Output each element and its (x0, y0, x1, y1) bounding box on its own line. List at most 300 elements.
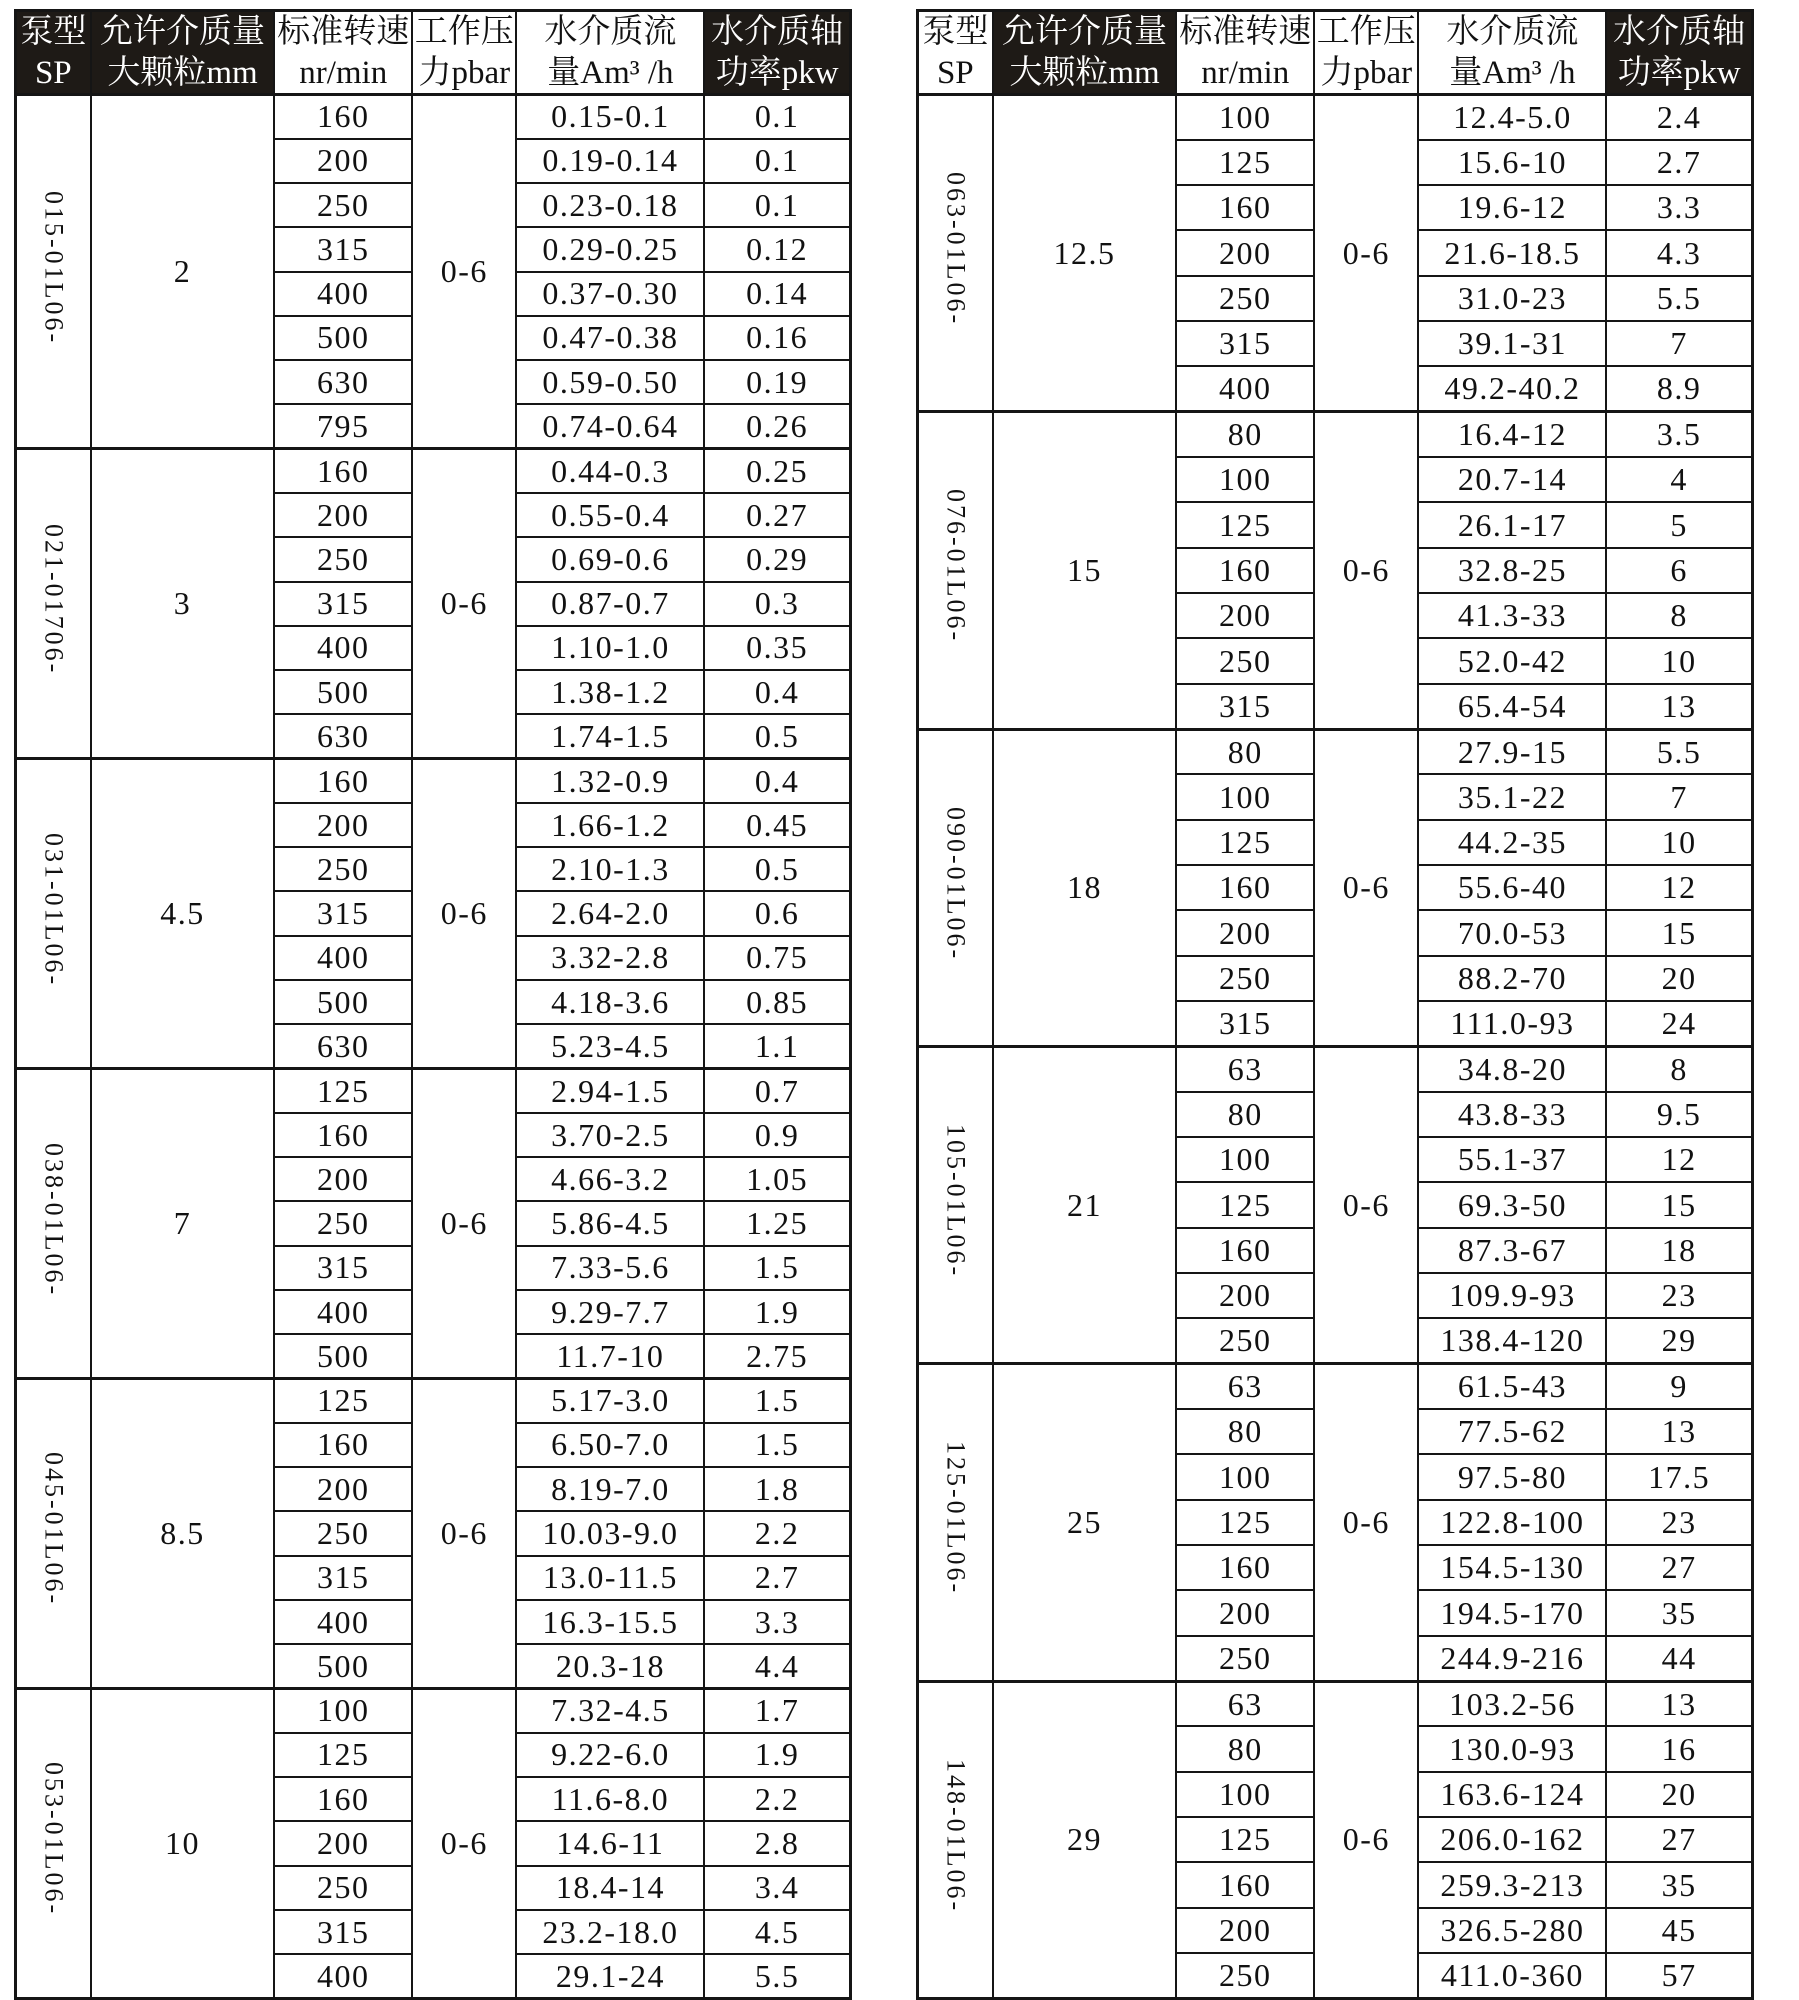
speed-cell: 250 (1176, 1318, 1314, 1363)
power-cell: 4 (1606, 457, 1752, 502)
flow-cell: 11.7-10 (516, 1334, 704, 1378)
pump-section (918, 1364, 1753, 1681)
flow-cell: 411.0-360 (1418, 1953, 1606, 1998)
pump-section (16, 759, 851, 1069)
flow-cell: 41.3-33 (1418, 593, 1606, 638)
power-cell: 1.9 (704, 1290, 850, 1334)
power-cell: 20 (1606, 1772, 1752, 1817)
model-cell (16, 1689, 91, 1999)
power-cell: 5 (1606, 502, 1752, 547)
power-cell: 15 (1606, 1182, 1752, 1227)
header-row (918, 11, 1753, 95)
speed-cell: 315 (274, 1556, 412, 1600)
power-cell: 13 (1606, 1681, 1752, 1726)
speed-cell: 160 (274, 95, 412, 139)
spec-row (16, 1689, 851, 1733)
particle-cell: 2 (91, 95, 275, 449)
power-cell: 7 (1606, 774, 1752, 819)
power-cell: 2.8 (704, 1821, 850, 1865)
particle-cell: 12.5 (993, 95, 1177, 412)
flow-cell: 7.33-5.6 (516, 1246, 704, 1290)
model-cell (16, 1069, 91, 1379)
speed-cell: 125 (1176, 1817, 1314, 1862)
flow-cell: 2.10-1.3 (516, 847, 704, 891)
model-label: 105-01L06- (941, 1124, 971, 1279)
power-cell: 0.1 (704, 95, 850, 139)
col-header-pressure-line: 力pbar (418, 54, 511, 91)
speed-cell: 160 (274, 1113, 412, 1157)
power-cell: 27 (1606, 1545, 1752, 1590)
flow-cell: 44.2-35 (1418, 820, 1606, 865)
speed-cell: 500 (274, 1644, 412, 1688)
model-label: 031-01L06- (39, 832, 69, 987)
pressure-cell: 0-6 (412, 1069, 516, 1379)
speed-cell: 100 (1176, 774, 1314, 819)
power-cell: 12 (1606, 1137, 1752, 1182)
speed-cell: 400 (274, 936, 412, 980)
speed-cell: 80 (1176, 412, 1314, 457)
speed-cell: 125 (274, 1733, 412, 1777)
model-cell (918, 412, 993, 729)
flow-cell: 5.17-3.0 (516, 1379, 704, 1423)
pressure-cell: 0-6 (1314, 95, 1418, 412)
flow-cell: 0.37-0.30 (516, 272, 704, 316)
model-label: 076-01L06- (941, 489, 971, 644)
spec-row (918, 95, 1753, 140)
flow-cell: 1.10-1.0 (516, 626, 704, 670)
flow-cell: 20.7-14 (1418, 457, 1606, 502)
flow-cell: 21.6-18.5 (1418, 230, 1606, 275)
col-header-model (16, 11, 91, 95)
flow-cell: 15.6-10 (1418, 140, 1606, 185)
power-cell: 2.7 (704, 1556, 850, 1600)
power-cell: 44 (1606, 1636, 1752, 1681)
flow-cell: 77.5-62 (1418, 1409, 1606, 1454)
power-cell: 27 (1606, 1817, 1752, 1862)
flow-cell: 0.59-0.50 (516, 360, 704, 404)
col-header-particle-line: 允许介质量 (99, 14, 265, 51)
power-cell: 0.26 (704, 404, 850, 448)
speed-cell: 250 (1176, 1636, 1314, 1681)
col-header-power-line: 水介质轴 (1613, 14, 1746, 51)
spec-row (16, 1379, 851, 1423)
power-cell: 2.75 (704, 1334, 850, 1378)
flow-cell: 14.6-11 (516, 1821, 704, 1865)
flow-cell: 0.69-0.6 (516, 537, 704, 581)
pump-section (918, 95, 1753, 412)
pump-section (918, 1046, 1753, 1363)
col-header-flow (1418, 11, 1606, 95)
power-cell: 0.75 (704, 936, 850, 980)
flow-cell: 35.1-22 (1418, 774, 1606, 819)
power-cell: 1.5 (704, 1246, 850, 1290)
flow-cell: 8.19-7.0 (516, 1467, 704, 1511)
col-header-speed-line: nr/min (1201, 54, 1290, 91)
flow-cell: 3.70-2.5 (516, 1113, 704, 1157)
pump-section (16, 449, 851, 759)
speed-cell: 200 (274, 1157, 412, 1201)
speed-cell: 315 (274, 227, 412, 271)
power-cell: 35 (1606, 1590, 1752, 1635)
speed-cell: 315 (1176, 684, 1314, 729)
speed-cell: 160 (1176, 1228, 1314, 1273)
flow-cell: 39.1-31 (1418, 321, 1606, 366)
speed-cell: 160 (1176, 1862, 1314, 1907)
flow-cell: 65.4-54 (1418, 684, 1606, 729)
flow-cell: 27.9-15 (1418, 729, 1606, 774)
speed-cell: 160 (1176, 1545, 1314, 1590)
power-cell: 3.3 (1606, 185, 1752, 230)
speed-cell: 250 (1176, 276, 1314, 321)
particle-cell: 7 (91, 1069, 275, 1379)
flow-cell: 31.0-23 (1418, 276, 1606, 321)
power-cell: 1.1 (704, 1024, 850, 1068)
power-cell: 7 (1606, 321, 1752, 366)
speed-cell: 250 (274, 537, 412, 581)
col-header-model-line: 泵型 (20, 14, 87, 51)
speed-cell: 125 (1176, 1182, 1314, 1227)
flow-cell: 61.5-43 (1418, 1364, 1606, 1409)
flow-cell: 32.8-25 (1418, 548, 1606, 593)
model-cell (16, 449, 91, 759)
flow-cell: 0.55-0.4 (516, 493, 704, 537)
power-cell: 1.25 (704, 1201, 850, 1245)
flow-cell: 9.22-6.0 (516, 1733, 704, 1777)
speed-cell: 250 (274, 1511, 412, 1555)
model-label: 015-01L06- (39, 190, 69, 345)
col-header-speed-line: nr/min (299, 54, 388, 91)
spec-row (918, 729, 1753, 774)
power-cell: 5.5 (704, 1954, 850, 1998)
col-header-model-line: 泵型 (922, 14, 989, 51)
pressure-cell: 0-6 (412, 95, 516, 449)
flow-cell: 5.86-4.5 (516, 1201, 704, 1245)
col-header-power-line: 水介质轴 (711, 14, 844, 51)
power-cell: 1.5 (704, 1423, 850, 1467)
flow-cell: 194.5-170 (1418, 1590, 1606, 1635)
power-cell: 0.12 (704, 227, 850, 271)
power-cell: 0.45 (704, 803, 850, 847)
col-header-power-line: 功率pkw (1617, 54, 1741, 91)
speed-cell: 63 (1176, 1046, 1314, 1091)
power-cell: 45 (1606, 1908, 1752, 1953)
speed-cell: 500 (274, 1334, 412, 1378)
pump-section (918, 1681, 1753, 1998)
power-cell: 1.05 (704, 1157, 850, 1201)
col-header-pressure (1314, 11, 1418, 95)
pump-section (16, 95, 851, 449)
power-cell: 17.5 (1606, 1454, 1752, 1499)
speed-cell: 315 (274, 582, 412, 626)
flow-cell: 13.0-11.5 (516, 1556, 704, 1600)
power-cell: 18 (1606, 1228, 1752, 1273)
flow-cell: 259.3-213 (1418, 1862, 1606, 1907)
col-header-flow (516, 11, 704, 95)
col-header-flow-line: 量Am³ /h (547, 54, 674, 91)
pump-spec-table-left (14, 9, 852, 2000)
model-cell (918, 1681, 993, 1998)
power-cell: 12 (1606, 865, 1752, 910)
flow-cell: 20.3-18 (516, 1644, 704, 1688)
power-cell: 3.5 (1606, 412, 1752, 457)
model-cell (918, 95, 993, 412)
power-cell: 2.2 (704, 1511, 850, 1555)
pump-section (16, 1069, 851, 1379)
particle-cell: 8.5 (91, 1379, 275, 1689)
speed-cell: 315 (1176, 321, 1314, 366)
model-label: 125-01L06- (941, 1441, 971, 1596)
speed-cell: 125 (1176, 1500, 1314, 1545)
speed-cell: 400 (274, 626, 412, 670)
particle-cell: 18 (993, 729, 1177, 1046)
flow-cell: 138.4-120 (1418, 1318, 1606, 1363)
power-cell: 57 (1606, 1953, 1752, 1998)
speed-cell: 200 (1176, 1590, 1314, 1635)
flow-cell: 163.6-124 (1418, 1772, 1606, 1817)
power-cell: 8 (1606, 593, 1752, 638)
speed-cell: 315 (274, 1246, 412, 1290)
speed-cell: 400 (274, 272, 412, 316)
power-cell: 24 (1606, 1001, 1752, 1046)
power-cell: 0.9 (704, 1113, 850, 1157)
flow-cell: 11.6-8.0 (516, 1777, 704, 1821)
speed-cell: 250 (274, 847, 412, 891)
speed-cell: 315 (274, 1910, 412, 1954)
spec-row (918, 1046, 1753, 1091)
model-label: 090-01L06- (941, 806, 971, 961)
speed-cell: 250 (274, 183, 412, 227)
power-cell: 2.7 (1606, 140, 1752, 185)
particle-cell: 15 (993, 412, 1177, 729)
power-cell: 0.3 (704, 582, 850, 626)
power-cell: 1.5 (704, 1379, 850, 1423)
flow-cell: 26.1-17 (1418, 502, 1606, 547)
speed-cell: 125 (1176, 502, 1314, 547)
col-header-speed-line: 标准转速 (277, 14, 410, 51)
col-header-flow-line: 水介质流 (544, 14, 677, 51)
speed-cell: 100 (1176, 1137, 1314, 1182)
pump-section (16, 1689, 851, 1999)
power-cell: 6 (1606, 548, 1752, 593)
flow-cell: 1.74-1.5 (516, 714, 704, 758)
flow-cell: 0.47-0.38 (516, 316, 704, 360)
col-header-model (918, 11, 993, 95)
col-header-particle-line: 大颗粒mm (1009, 54, 1160, 91)
power-cell: 0.5 (704, 847, 850, 891)
speed-cell: 250 (1176, 956, 1314, 1001)
power-cell: 0.14 (704, 272, 850, 316)
speed-cell: 630 (274, 360, 412, 404)
col-header-flow-line: 水介质流 (1446, 14, 1579, 51)
speed-cell: 100 (1176, 457, 1314, 502)
speed-cell: 125 (1176, 820, 1314, 865)
pressure-cell: 0-6 (1314, 1046, 1418, 1363)
model-label: 063-01L06- (941, 172, 971, 327)
model-label: 038-01L06- (39, 1142, 69, 1297)
power-cell: 0.5 (704, 714, 850, 758)
speed-cell: 160 (1176, 185, 1314, 230)
pump-section (918, 412, 1753, 729)
col-header-pressure-line: 工作压 (1316, 14, 1416, 51)
flow-cell: 3.32-2.8 (516, 936, 704, 980)
flow-cell: 29.1-24 (516, 1954, 704, 1998)
col-header-power (1606, 11, 1752, 95)
speed-cell: 200 (274, 1467, 412, 1511)
flow-cell: 34.8-20 (1418, 1046, 1606, 1091)
power-cell: 0.85 (704, 980, 850, 1024)
flow-cell: 0.15-0.1 (516, 95, 704, 139)
speed-cell: 200 (1176, 593, 1314, 638)
flow-cell: 244.9-216 (1418, 1636, 1606, 1681)
col-header-flow-line: 量Am³ /h (1449, 54, 1576, 91)
flow-cell: 122.8-100 (1418, 1500, 1606, 1545)
power-cell: 8 (1606, 1046, 1752, 1091)
speed-cell: 250 (274, 1201, 412, 1245)
speed-cell: 100 (1176, 95, 1314, 140)
flow-cell: 7.32-4.5 (516, 1689, 704, 1733)
flow-cell: 88.2-70 (1418, 956, 1606, 1001)
spec-row (16, 95, 851, 139)
power-cell: 15 (1606, 910, 1752, 955)
flow-cell: 12.4-5.0 (1418, 95, 1606, 140)
col-header-particle (91, 11, 275, 95)
power-cell: 8.9 (1606, 366, 1752, 411)
speed-cell: 400 (274, 1290, 412, 1334)
power-cell: 0.4 (704, 670, 850, 714)
speed-cell: 400 (274, 1600, 412, 1644)
model-label: 148-01L06- (941, 1758, 971, 1913)
power-cell: 0.16 (704, 316, 850, 360)
power-cell: 0.1 (704, 183, 850, 227)
power-cell: 5.5 (1606, 276, 1752, 321)
flow-cell: 55.6-40 (1418, 865, 1606, 910)
particle-cell: 29 (993, 1681, 1177, 1998)
flow-cell: 9.29-7.7 (516, 1290, 704, 1334)
pump-spec-table-right (916, 9, 1754, 2000)
header-row (16, 11, 851, 95)
pump-section (16, 1379, 851, 1689)
speed-cell: 250 (1176, 1953, 1314, 1998)
flow-cell: 16.4-12 (1418, 412, 1606, 457)
power-cell: 10 (1606, 638, 1752, 683)
flow-cell: 52.0-42 (1418, 638, 1606, 683)
model-cell (918, 729, 993, 1046)
flow-cell: 5.23-4.5 (516, 1024, 704, 1068)
pressure-cell: 0-6 (1314, 1364, 1418, 1681)
model-label: 053-01L06- (39, 1762, 69, 1917)
col-header-model-line: SP (936, 54, 974, 91)
speed-cell: 160 (1176, 548, 1314, 593)
speed-cell: 200 (274, 803, 412, 847)
power-cell: 0.27 (704, 493, 850, 537)
flow-cell: 130.0-93 (1418, 1726, 1606, 1771)
pressure-cell: 0-6 (1314, 1681, 1418, 1998)
col-header-power (704, 11, 850, 95)
particle-cell: 4.5 (91, 759, 275, 1069)
speed-cell: 250 (274, 1866, 412, 1910)
spec-row (16, 449, 851, 493)
model-cell (16, 1379, 91, 1689)
flow-cell: 2.94-1.5 (516, 1069, 704, 1113)
speed-cell: 795 (274, 404, 412, 448)
col-header-pressure (412, 11, 516, 95)
speed-cell: 200 (1176, 230, 1314, 275)
flow-cell: 1.38-1.2 (516, 670, 704, 714)
power-cell: 5.5 (1606, 729, 1752, 774)
speed-cell: 250 (1176, 638, 1314, 683)
power-cell: 3.3 (704, 1600, 850, 1644)
speed-cell: 200 (274, 1821, 412, 1865)
flow-cell: 109.9-93 (1418, 1273, 1606, 1318)
flow-cell: 0.74-0.64 (516, 404, 704, 448)
col-header-model-line: SP (34, 54, 72, 91)
speed-cell: 160 (274, 1423, 412, 1467)
flow-cell: 103.2-56 (1418, 1681, 1606, 1726)
col-header-speed (274, 11, 412, 95)
power-cell: 10 (1606, 820, 1752, 865)
speed-cell: 80 (1176, 729, 1314, 774)
power-cell: 1.8 (704, 1467, 850, 1511)
particle-cell: 10 (91, 1689, 275, 1999)
power-cell: 29 (1606, 1318, 1752, 1363)
power-cell: 4.3 (1606, 230, 1752, 275)
speed-cell: 200 (1176, 1273, 1314, 1318)
power-cell: 0.25 (704, 449, 850, 493)
power-cell: 13 (1606, 1409, 1752, 1454)
flow-cell: 111.0-93 (1418, 1001, 1606, 1046)
speed-cell: 200 (1176, 910, 1314, 955)
speed-cell: 630 (274, 1024, 412, 1068)
model-cell (16, 95, 91, 449)
power-cell: 3.4 (704, 1866, 850, 1910)
flow-cell: 0.44-0.3 (516, 449, 704, 493)
flow-cell: 4.18-3.6 (516, 980, 704, 1024)
flow-cell: 23.2-18.0 (516, 1910, 704, 1954)
flow-cell: 2.64-2.0 (516, 891, 704, 935)
power-cell: 0.6 (704, 891, 850, 935)
flow-cell: 4.66-3.2 (516, 1157, 704, 1201)
power-cell: 23 (1606, 1500, 1752, 1545)
model-cell (918, 1364, 993, 1681)
power-cell: 4.4 (704, 1644, 850, 1688)
power-cell: 2.2 (704, 1777, 850, 1821)
flow-cell: 55.1-37 (1418, 1137, 1606, 1182)
col-header-pressure-line: 工作压 (414, 14, 514, 51)
model-cell (918, 1046, 993, 1363)
speed-cell: 63 (1176, 1681, 1314, 1726)
power-cell: 20 (1606, 956, 1752, 1001)
speed-cell: 200 (274, 493, 412, 537)
spec-row (16, 759, 851, 803)
flow-cell: 0.29-0.25 (516, 227, 704, 271)
speed-cell: 80 (1176, 1409, 1314, 1454)
model-label: 021-01706- (39, 524, 69, 676)
flow-cell: 1.66-1.2 (516, 803, 704, 847)
speed-cell: 160 (274, 1777, 412, 1821)
model-label: 045-01L06- (39, 1452, 69, 1607)
pressure-cell: 0-6 (412, 449, 516, 759)
flow-cell: 326.5-280 (1418, 1908, 1606, 1953)
power-cell: 0.4 (704, 759, 850, 803)
flow-cell: 49.2-40.2 (1418, 366, 1606, 411)
flow-cell: 0.19-0.14 (516, 139, 704, 183)
spec-row (918, 1364, 1753, 1409)
speed-cell: 125 (1176, 140, 1314, 185)
flow-cell: 154.5-130 (1418, 1545, 1606, 1590)
pressure-cell: 0-6 (412, 1379, 516, 1689)
power-cell: 0.7 (704, 1069, 850, 1113)
speed-cell: 160 (274, 759, 412, 803)
